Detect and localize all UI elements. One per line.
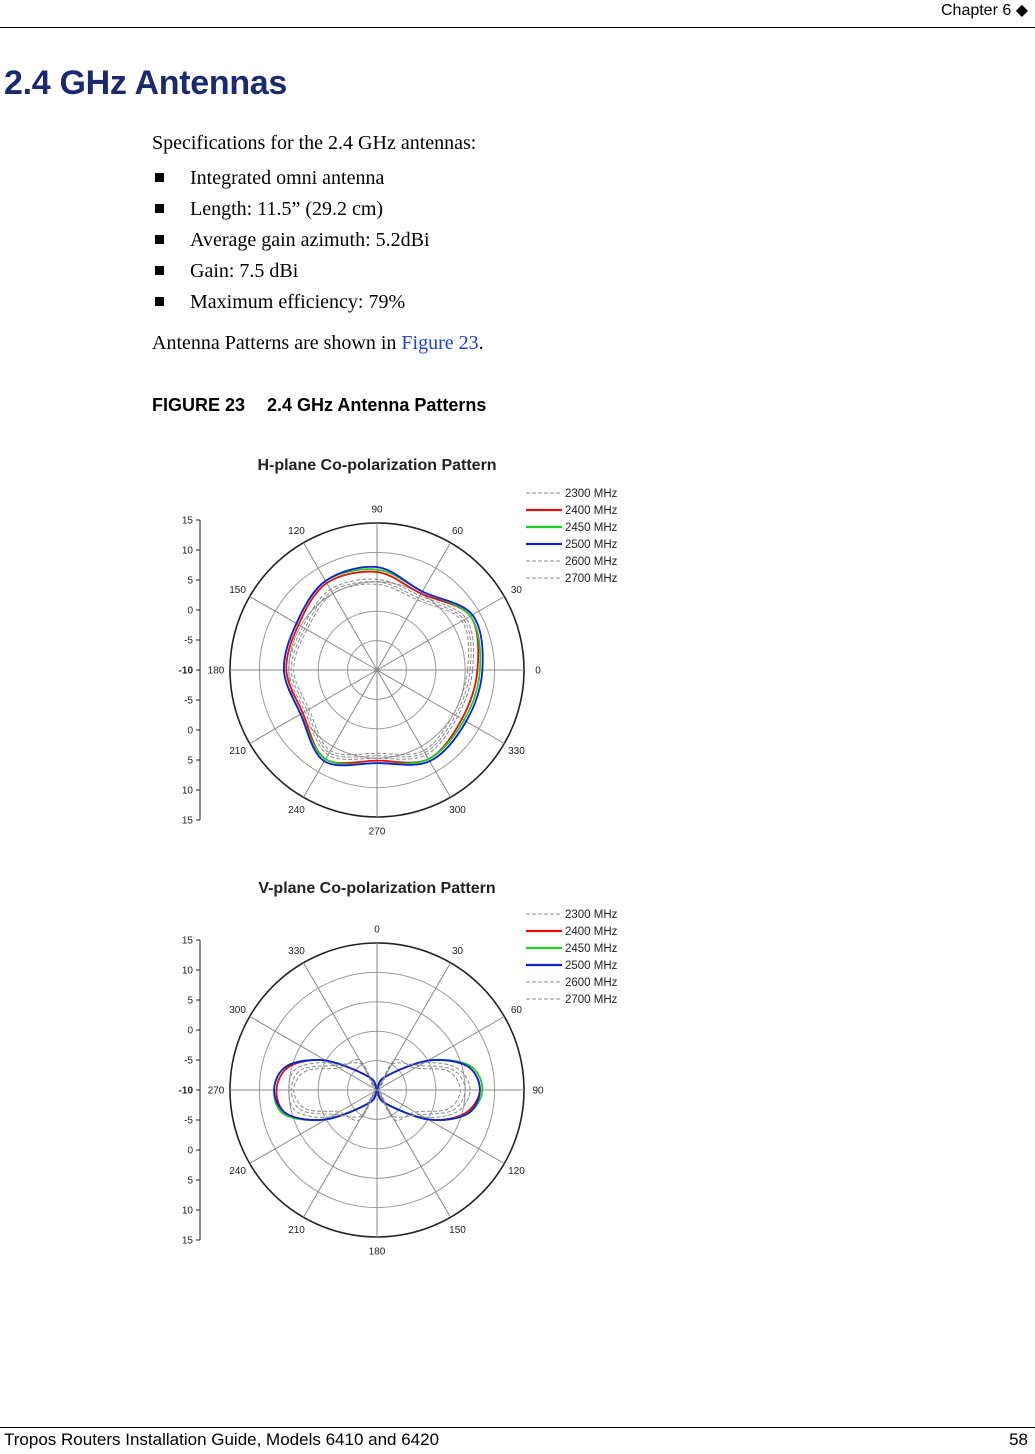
radial-tick-label: 10 — [181, 785, 193, 797]
radial-tick-label: -5 — [184, 1055, 193, 1067]
angle-tick-label: 90 — [532, 1085, 544, 1097]
radial-tick-label: 10 — [181, 545, 193, 557]
legend-label: 2500 MHz — [565, 960, 618, 972]
legend-label: 2400 MHz — [565, 926, 618, 938]
radial-tick-label: 15 — [181, 515, 193, 527]
radial-tick-label: 0 — [187, 725, 193, 737]
angle-tick-label: 300 — [449, 804, 466, 816]
bullet-icon — [155, 297, 164, 306]
legend-label: 2300 MHz — [565, 909, 618, 921]
spec-list — [152, 164, 430, 319]
list-item: Length: 11.5” (29.2 cm) — [152, 195, 430, 226]
legend-label: 2450 MHz — [565, 522, 618, 534]
angle-tick-label: 60 — [510, 1005, 522, 1016]
angle-tick-label: 270 — [207, 1085, 225, 1097]
angle-tick-label: 30 — [451, 946, 464, 958]
legend-label: 2600 MHz — [565, 977, 618, 989]
legend-label: 2500 MHz — [565, 539, 618, 551]
angle-tick-label: 270 — [368, 826, 386, 838]
radial-tick-label: -5 — [184, 635, 193, 647]
angle-tick-label: 240 — [229, 1166, 246, 1177]
radial-tick-label: 5 — [187, 1175, 193, 1187]
bullet-icon — [155, 204, 164, 213]
angle-tick-label: 60 — [451, 526, 464, 538]
chart-title: H-plane Co-polarization Pattern — [257, 457, 497, 474]
chart-title: V-plane Co-polarization Pattern — [258, 880, 496, 897]
radial-tick-label: 5 — [187, 755, 193, 767]
radial-tick-label: 10 — [181, 1205, 193, 1217]
radial-tick-label: 15 — [181, 935, 193, 947]
radial-tick-label: 15 — [181, 1235, 193, 1247]
angle-tick-label: 210 — [288, 1224, 305, 1236]
angle-tick-label: 30 — [510, 585, 522, 596]
radial-tick-label: 5 — [187, 995, 193, 1007]
radial-tick-label: 5 — [187, 575, 193, 587]
radial-tick-label: -5 — [184, 695, 193, 707]
angle-tick-label: 120 — [508, 1166, 525, 1177]
radial-tick-label: 0 — [187, 605, 193, 617]
page-header — [0, 0, 1035, 28]
patterns-reference: Antenna Patterns are shown in Figure 23. — [152, 332, 484, 354]
angle-tick-label: 180 — [368, 1246, 386, 1258]
bullet-icon — [155, 173, 164, 182]
angle-tick-label: 300 — [229, 1005, 246, 1016]
page-footer — [0, 1427, 1035, 1428]
chapter-label: Chapter 6 ◆ — [940, 2, 1028, 19]
angle-tick-label: 240 — [288, 804, 305, 816]
list-item: Gain: 7.5 dBi — [152, 257, 430, 288]
angle-tick-label: 90 — [371, 504, 383, 516]
legend-label: 2450 MHz — [565, 943, 618, 955]
radial-tick-label: 0 — [187, 1025, 193, 1037]
angle-tick-label: 0 — [374, 924, 380, 936]
angle-tick-label: 0 — [535, 665, 541, 677]
figure-number: FIGURE 23 — [152, 395, 246, 415]
footer-guide-title: Tropos Routers Installation Guide, Models 6410 and 6420 — [4, 1430, 440, 1449]
radial-tick-label: -10 — [178, 665, 193, 677]
antenna-pattern-figure — [160, 436, 644, 1270]
legend-label: 2300 MHz — [565, 488, 618, 500]
legend-label: 2700 MHz — [565, 994, 618, 1006]
legend-label: 2700 MHz — [565, 573, 618, 585]
intro-text: Specifications for the 2.4 GHz antennas: — [152, 132, 477, 154]
radial-tick-label: -10 — [178, 1085, 193, 1097]
angle-tick-label: 330 — [508, 746, 525, 757]
radial-tick-label: 15 — [181, 815, 193, 827]
list-item: Integrated omni antenna — [152, 164, 430, 195]
radial-tick-label: -5 — [184, 1115, 193, 1127]
angle-tick-label: 150 — [449, 1224, 466, 1236]
angle-tick-label: 180 — [207, 665, 225, 677]
bullet-icon — [155, 266, 164, 275]
radial-tick-label: 10 — [181, 965, 193, 977]
legend-label: 2600 MHz — [565, 556, 618, 568]
page-number: 58 — [1009, 1430, 1028, 1449]
section-title: 2.4 GHz Antennas — [4, 64, 288, 102]
radial-tick-label: 0 — [187, 1145, 193, 1157]
figure-link[interactable]: Figure 23 — [401, 332, 479, 354]
legend-label: 2400 MHz — [565, 505, 618, 517]
angle-tick-label: 120 — [288, 526, 305, 538]
figure-title: 2.4 GHz Antenna Patterns — [267, 395, 487, 415]
list-item: Maximum efficiency: 79% — [152, 288, 430, 319]
bullet-icon — [155, 235, 164, 244]
angle-tick-label: 150 — [229, 585, 246, 596]
list-item: Average gain azimuth: 5.2dBi — [152, 226, 430, 257]
angle-tick-label: 330 — [288, 946, 305, 958]
angle-tick-label: 210 — [229, 746, 246, 757]
figure-caption — [152, 395, 486, 416]
